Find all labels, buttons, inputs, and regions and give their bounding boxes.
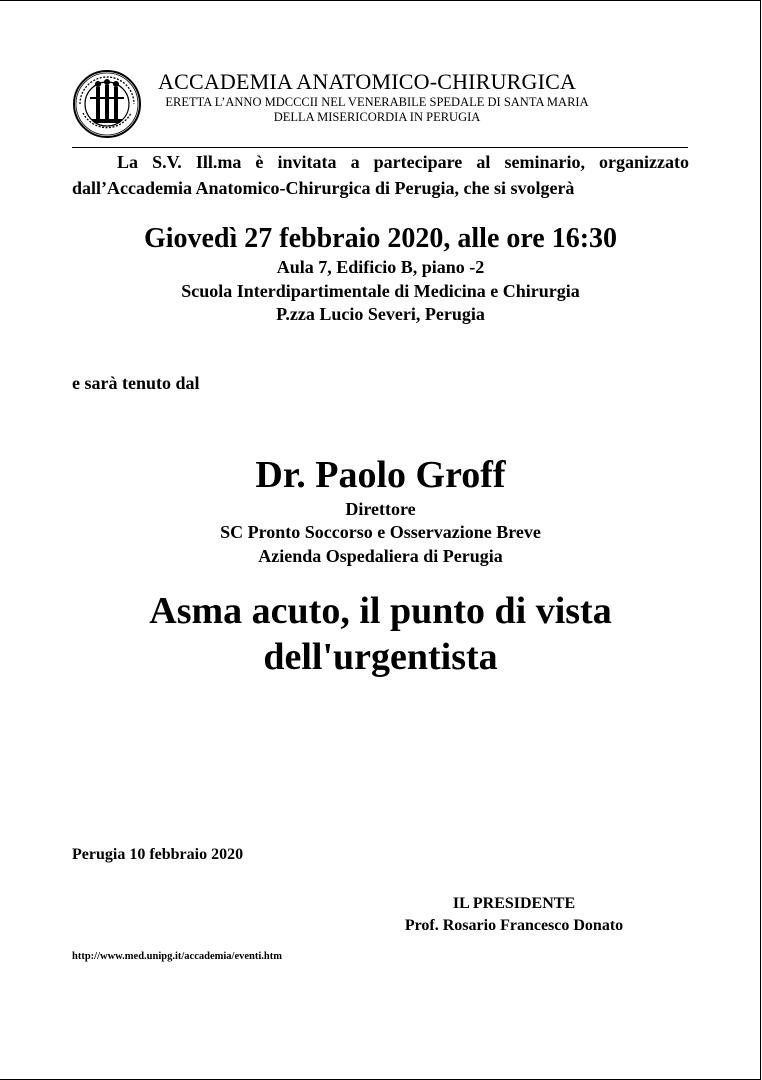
event-datetime: Giovedì 27 febbraio 2020, alle ore 16:30 (143, 223, 618, 254)
academy-seal-logo (72, 69, 142, 139)
talk-title-line1: Asma acuto, il punto di vista (149, 590, 612, 632)
event-school: Scuola Interdipartimentale di Medicina e Chirurgia (181, 281, 580, 301)
speaker-institution: Azienda Ospedaliera di Perugia (258, 546, 503, 566)
place-date: Perugia 10 febbraio 2020 (72, 846, 244, 863)
invitation-intro: La S.V. Ill.ma è invitata a partecipare al seminario, organizzato dall’Accademia Anatomico-Chirurgica di Perugia, che si svolgerà (72, 152, 689, 198)
president-name: Prof. Rosario Francesco Donato (404, 917, 624, 934)
academy-subtitle-line2: DELLA MISERICORDIA IN PERUGIA (273, 110, 481, 124)
header-divider (72, 147, 688, 148)
event-room: Aula 7, Edificio B, piano -2 (276, 257, 485, 277)
speaker-name: Dr. Paolo Groff (255, 454, 506, 496)
speaker-department: SC Pronto Soccorso e Osservazione Breve (220, 522, 541, 542)
academy-subtitle-line1: ERETTA L’ANNO MDCCCII NEL VENERABILE SPEDALE DI SANTA MARIA (165, 95, 589, 109)
speaker-role: Direttore (345, 499, 416, 519)
event-address: P.zza Lucio Severi, Perugia (276, 304, 485, 324)
president-title: IL PRESIDENTE (452, 895, 576, 912)
academy-name: ACCADEMIA ANATOMICO-CHIRURGICA (158, 69, 577, 94)
held-by-text: e sarà tenuto dal (72, 373, 200, 393)
events-url: http://www.med.unipg.it/accademia/eventi.htm (72, 951, 282, 962)
talk-title-line2: dell'urgentista (263, 636, 498, 678)
